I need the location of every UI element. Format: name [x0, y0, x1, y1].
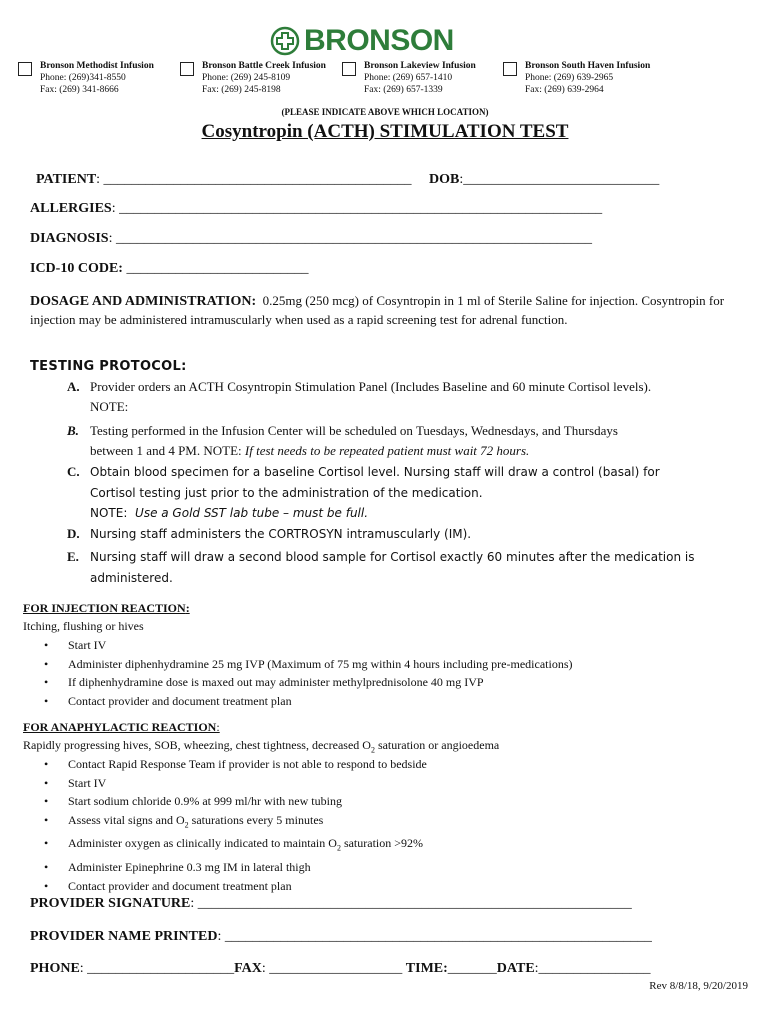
- injection-reaction-heading: FOR INJECTION REACTION:: [23, 601, 190, 615]
- list-item: • Start sodium chloride 0.9% at 999 ml/hr with new tubing: [44, 792, 427, 811]
- allergies-field[interactable]: ALLERGIES: _____________________________________________________________________: [30, 201, 603, 216]
- list-item: • Contact Rapid Response Team if provider is not able to respond to bedside: [44, 755, 427, 774]
- location-fax: Fax: (269) 245-8198: [202, 85, 281, 95]
- list-item: • Start IV: [44, 636, 572, 655]
- location-phone: Phone: (269) 245-8109: [202, 73, 291, 83]
- protocol-step-d: D. Nursing staff administers the CORTROSYN intramuscularly (IM).: [67, 526, 472, 541]
- location-fax: Fax: (269) 341-8666: [40, 85, 119, 95]
- bronson-logo: [270, 24, 454, 58]
- location-checkbox[interactable]: [503, 62, 517, 76]
- injection-reaction-list: [44, 636, 572, 710]
- list-item: • Administer Epinephrine 0.3 mg IM in lateral thigh: [44, 858, 427, 877]
- injection-reaction-sub: Itching, flushing or hives: [23, 619, 144, 633]
- location-name: Bronson Lakeview Infusion: [364, 61, 476, 71]
- patient-field[interactable]: PATIENT: ____________________________________________: [36, 172, 412, 187]
- brand-name: BRONSON: [304, 24, 454, 57]
- list-item: • Contact provider and document treatment plan: [44, 877, 427, 896]
- contact-fields[interactable]: PHONE: _____________________FAX: ___________________ TIME:_______DATE:________________: [30, 961, 651, 976]
- page-title: Cosyntropin (ACTH) STIMULATION TEST: [201, 121, 569, 142]
- location-option-methodist[interactable]: [18, 60, 154, 96]
- location-checkbox[interactable]: [180, 62, 194, 76]
- location-option-lakeview[interactable]: [342, 60, 476, 96]
- location-phone: Phone: (269) 657-1410: [364, 73, 453, 83]
- protocol-step-c: C. Obtain blood specimen for a baseline Cortisol level. Nursing staff will draw a control (basal) for Cortisol testing just prior to the administration of the medication. NOTE: Use a Gold SST lab tube – must be full.: [67, 464, 660, 520]
- provider-signature-field[interactable]: PROVIDER SIGNATURE: ______________________________________________________________: [30, 896, 632, 911]
- location-checkbox[interactable]: [342, 62, 356, 76]
- location-option-south-haven[interactable]: [503, 60, 650, 96]
- list-item: • Assess vital signs and $O_2$ saturations every 5 minutes: [44, 811, 427, 835]
- dosage-section: DOSAGE AND ADMINISTRATION: 0.25mg (250 mcg) of Cosyntropin in 1 ml of Sterile Saline for injection. Cosyntropin for injection may be administered intramuscularly when used as a rapid screening test for adrenal function.: [30, 293, 725, 327]
- anaphylactic-heading: FOR ANAPHYLACTIC REACTION:: [23, 720, 220, 734]
- protocol-step-b: B. Testing performed in the Infusion Center will be scheduled on Tuesdays, Wednesdays, and Thursdays between 1 and 4 PM. NOTE: If test needs to be repeated patient must wait 72 hours.: [67, 423, 618, 458]
- icd-field[interactable]: ICD-10 CODE: __________________________: [30, 261, 309, 276]
- bronson-emblem-icon: [270, 26, 300, 56]
- location-checkbox[interactable]: [18, 62, 32, 76]
- location-option-battle-creek[interactable]: [180, 60, 326, 96]
- location-name: Bronson Battle Creek Infusion: [202, 61, 326, 71]
- revision-note: Rev 8/8/18, 9/20/2019: [649, 980, 748, 992]
- anaphylactic-sub: Rapidly progressing hives, SOB, wheezing, chest tightness, decreased $O_2$ saturation or angioedema: [23, 738, 500, 755]
- protocol-heading: TESTING PROTOCOL:: [30, 359, 187, 374]
- list-item: • Administer oxygen as clinically indicated to maintain $O_2$ saturation >92%: [44, 834, 427, 858]
- dob-field[interactable]: DOB:____________________________: [429, 172, 660, 187]
- location-fax: Fax: (269) 639-2964: [525, 85, 604, 95]
- location-phone: Phone: (269)341-8550: [40, 73, 126, 83]
- list-item: • If diphenhydramine dose is maxed out may administer methylprednisolone 40 mg IVP: [44, 673, 572, 692]
- location-name: Bronson South Haven Infusion: [525, 61, 651, 71]
- location-fax: Fax: (269) 657-1339: [364, 85, 443, 95]
- protocol-step-a: A. Provider orders an ACTH Cosyntropin Stimulation Panel (Includes Baseline and 60 minute Cortisol levels). NOTE:: [67, 379, 652, 414]
- location-phone: Phone: (269) 639-2965: [525, 73, 614, 83]
- provider-name-field[interactable]: PROVIDER NAME PRINTED: _____________________________________________________________: [30, 929, 652, 944]
- location-name: Bronson Methodist Infusion: [40, 61, 154, 71]
- protocol-step-e: E. Nursing staff will draw a second blood sample for Cortisol exactly 60 minutes after the medication is administered.: [67, 549, 695, 585]
- location-instruction: (PLEASE INDICATE ABOVE WHICH LOCATION): [281, 107, 489, 117]
- list-item: • Administer diphenhydramine 25 mg IVP (Maximum of 75 mg within 4 hours including pre-medications): [44, 655, 572, 674]
- list-item: • Contact provider and document treatment plan: [44, 692, 572, 711]
- anaphylactic-list: [44, 755, 427, 895]
- diagnosis-field[interactable]: DIAGNOSIS: ____________________________________________________________________: [30, 231, 592, 246]
- list-item: • Start IV: [44, 774, 427, 793]
